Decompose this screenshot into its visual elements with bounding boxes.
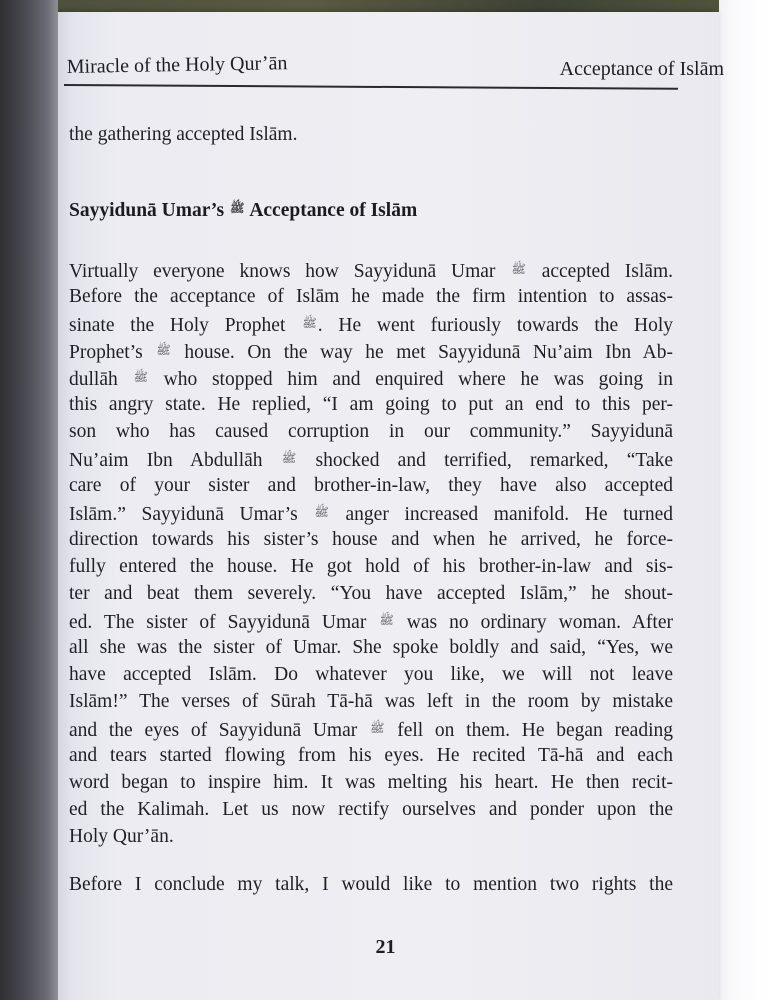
- header-book-title: Miracle of the Holy Qur’ān: [66, 52, 288, 79]
- running-header: [66, 52, 724, 82]
- honorific-icon: ﷺ: [314, 505, 329, 519]
- paragraph-line: care of your sister and brother-in-law, they have also accepted: [69, 475, 673, 496]
- honorific-icon: ﷺ: [281, 451, 297, 465]
- paragraph-line: dullāh ﷺ who stopped him and enquired where he was going in: [69, 364, 673, 391]
- paragraph-line: Islām!” The verses of Sūrah Tā-hā was left in the room by mistake: [69, 691, 673, 712]
- paragraph-line: ter and beat them severely. “You have accepted Islām,” he shout-: [69, 583, 673, 604]
- paragraph-line: have accepted Islām. Do whatever you like, we will not leave: [69, 664, 673, 685]
- paragraph-line: all she was the sister of Umar. She spoke boldly and said, “Yes, we: [69, 637, 673, 658]
- honorific-icon: ﷺ: [156, 343, 171, 357]
- paragraph-line: Before the acceptance of Islām he made the firm intention to assas-: [69, 286, 673, 307]
- paragraph-line: and tears started flowing from his eyes. He recited Tā-hā and each: [69, 745, 673, 766]
- main-paragraph: [69, 256, 673, 850]
- paragraph-line: this angry state. He replied, “I am going to put an end to this per-: [69, 394, 673, 415]
- paragraph-line: Before I conclude my talk, I would like to mention two rights the: [69, 874, 673, 895]
- background-right: [719, 0, 771, 1000]
- book-spine: [0, 0, 58, 1000]
- honorific-icon: ﷺ: [230, 201, 245, 215]
- honorific-icon: ﷺ: [133, 370, 148, 384]
- honorific-icon: ﷺ: [511, 262, 526, 276]
- honorific-icon: ﷺ: [369, 721, 385, 735]
- paragraph-line: ed. The sister of Sayyidunā Umar ﷺ was no ordinary woman. After: [69, 607, 673, 634]
- section-heading: [69, 200, 417, 222]
- paragraph-line: Virtually everyone knows how Sayyidunā Umar ﷺ accepted Islām.: [69, 256, 673, 283]
- paragraph-line: Nu’aim Ibn Abdullāh ﷺ shocked and terrified, remarked, “Take: [69, 445, 673, 472]
- paragraph-line: direction towards his sister’s house and when he arrived, he force-: [69, 529, 673, 550]
- honorific-icon: ﷺ: [302, 316, 317, 330]
- paragraph-line: and the eyes of Sayyidunā Umar ﷺ fell on them. He began reading: [69, 715, 673, 742]
- paragraph-line: sinate the Holy Prophet ﷺ. He went furiously towards the Holy: [69, 310, 673, 337]
- paragraph-line: son who has caused corruption in our community.” Sayyidunā: [69, 421, 673, 442]
- section-heading-after: Acceptance of Islām: [249, 200, 418, 221]
- paragraph-line: Prophet’s ﷺ house. On the way he met Sayyidunā Nu’aim Ibn Ab-: [69, 337, 673, 364]
- closing-paragraph: [69, 871, 673, 898]
- paragraph-line: Holy Qur’ān.: [69, 826, 174, 847]
- section-heading-before: Sayyidunā Umar’s: [69, 200, 225, 221]
- page-number: 21: [375, 936, 396, 958]
- paragraph-line: ed the Kalimah. Let us now rectify ourselves and ponder upon the: [69, 799, 673, 820]
- honorific-icon: ﷺ: [379, 613, 394, 627]
- intro-line: the gathering accepted Islām.: [69, 124, 298, 145]
- paragraph-line: word began to inspire him. It was melting his heart. He then recit-: [69, 772, 673, 793]
- header-chapter-title: Acceptance of Islām: [559, 58, 724, 80]
- paragraph-line: fully entered the house. He got hold of his brother-in-law and sis-: [69, 556, 673, 577]
- paragraph-line: Islām.” Sayyidunā Umar’s ﷺ anger increased manifold. He turned: [69, 499, 673, 526]
